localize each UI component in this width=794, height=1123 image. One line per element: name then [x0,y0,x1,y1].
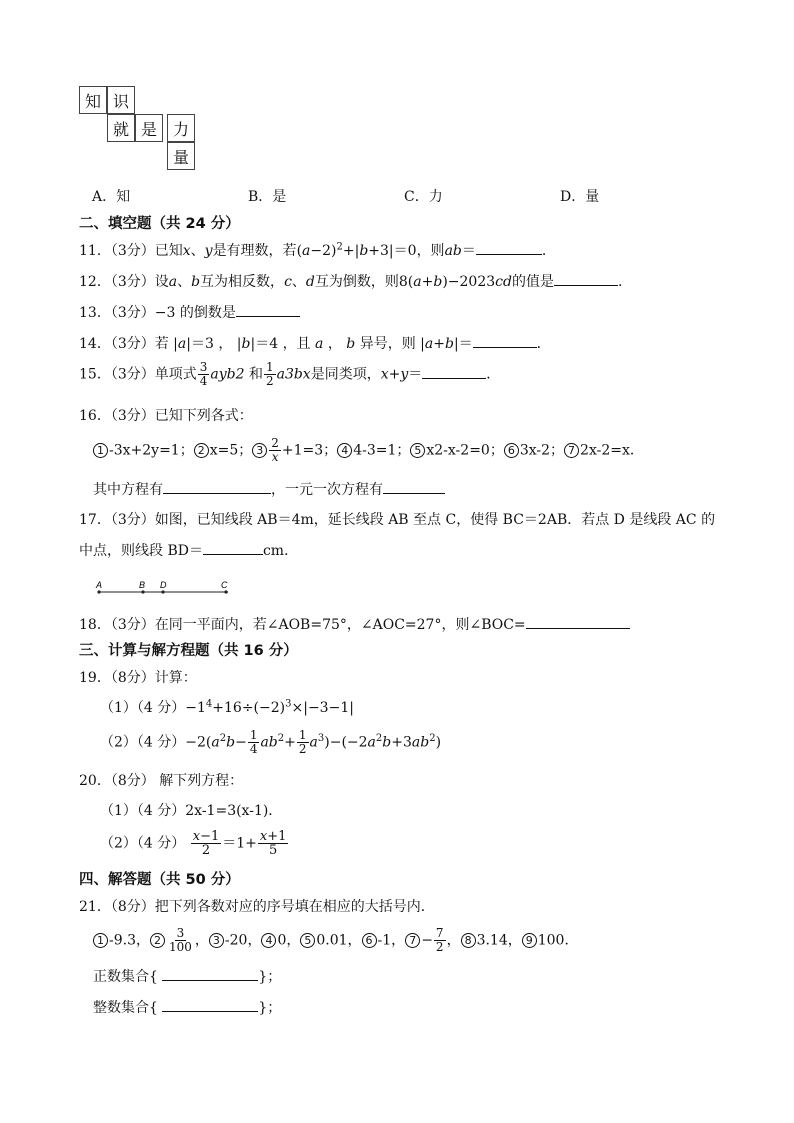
puzzle-cell: 就 [107,114,135,142]
question-text: 计算： [154,670,197,686]
question-text: 14．（3分）若 [79,336,169,352]
equation-item: x2-x-2=0； [426,442,504,459]
set-label: 整数集合{ [93,1000,158,1016]
question-11: 11．（3分）已知x、y是有理数，若$(a-2)^2+|b+3|=0$，则ab＝ . [79,241,547,259]
point-c-label: C [221,580,228,590]
equation-item: x=5； [209,442,253,459]
question-text: 11．（3分）已知 [79,243,183,259]
question-text: 中点，则线段 BD＝ [79,543,203,559]
question-20-part-1: （1）（4 分）2x-1=3(x-1)． [100,803,283,819]
point-b-label: B [139,580,146,590]
question-16-answer-line [93,479,445,499]
option-b: B．是 [248,189,287,205]
puzzle-cell: 力 [167,114,195,142]
question-21-numbers: 1 -9.3， 2 $\frac{3}{100}$ ， 3 -20， 4 0， 5 0.01， 6 -1， 7 − $\frac{7}{2}$ ， 8 3.14， 9 100． [93,927,578,954]
set-close: }； [258,1000,282,1016]
equation-item: 3x-2； [519,442,565,459]
question-text: cm． [262,543,299,559]
puzzle-cell: 识 [107,86,135,114]
equation-item: +1=3； [281,442,338,459]
option-d: D．量 [560,189,600,205]
question-text: 的值是 [511,274,554,290]
question-text: 异号，则 [359,336,416,352]
question-text: 19．（8分） [79,670,155,686]
point-b-dot [141,590,144,593]
part-label: （2）（4 分） [100,835,186,852]
equation-item: 2x-2=x． [580,442,644,459]
set-close: }； [258,969,282,985]
question-12: 12．（3分）设a、b互为相反数，c、d互为倒数，则8(a+b)−2023cd的值是 . [79,271,622,291]
question-19 [79,667,197,687]
question-text: 18．（3分） [79,617,155,633]
question-14: 14．（3分）若 |a|＝3 ， |b|＝4 ，且 a ， b 异号，则 |a+b|＝ ． [79,333,551,353]
section-3-heading: 三、计算与解方程题（共 16 分） [79,643,298,659]
question-17-line-1: 17．（3分）如图，已知线段 AB＝4m，延长线段 AB 至点 C，使得 BC＝2AB．若点 D 是线段 AC 的 [79,512,716,528]
question-text: 12．（3分）设 [79,274,169,290]
question-text: ，则 [416,243,445,259]
question-text: ，一元一次方程有 [271,482,383,498]
point-c-dot [224,590,227,593]
question-21 [79,896,435,916]
set-label: 正数集合{ [93,969,158,985]
question-19-part-2: （2）（4 分）$-2(a^2b-$ $\frac{1}{4}$ $ab^2+$ $\frac{1}{2}$ $a^3)-(-2a^2b+3ab^2)$ [100,728,442,756]
question-19-part-1: （1）（4 分）$-1^4+16\div(-2)^3\times|-3-1|$ [100,698,354,716]
puzzle-cell: 量 [167,142,195,170]
question-17-line-2 [79,540,298,560]
question-text: ＝ [408,366,423,383]
question-text: 把下列各数对应的序号填在相应的大括号内． [154,899,435,915]
option-a: A．知 [92,189,131,205]
positive-set-line [93,966,281,986]
question-20-part-2: （2）（4 分） $\frac{x-1}{2}$ ＝1+ $\frac{x+1}{5}$ [100,829,287,858]
question-text: 其中方程有 [93,482,163,498]
question-15: 15．（3分）单项式 $\frac{3}{4}$ ayb2 和 $\frac{1}{2}$ a3bx是同类项，x+y＝ ． [79,360,501,388]
question-16: 16．（3分）已知下列各式： [79,408,253,424]
option-c: C．力 [404,189,443,205]
question-16-equations: 1 -3x+2y=1； 2 x=5； 3 $\frac{2}{x}$ +1=3； 4 4-3=1； 5 x2-x-2=0； 6 3x-2； 7 2x-2=x． [93,437,644,464]
question-text: 21．（8分） [79,899,155,915]
equation-item: 4-3=1； [353,442,411,459]
point-d-dot [161,590,164,593]
question-13: 13．（3分）−3 的倒数是 [79,302,300,322]
puzzle-cell: 知 [79,86,107,114]
part-label: （2）（4 分） [100,734,186,751]
question-text: ，且 [282,336,311,352]
question-text: 13．（3分） [79,305,155,321]
question-text: 解下列方程： [159,773,244,789]
question-text: 和 [248,366,263,383]
question-text: 互为相反数， [200,274,285,290]
equation-item: -3x+2y=1； [109,442,194,459]
puzzle-cell: 是 [135,114,163,142]
section-2-heading: 二、填空题（共 24 分） [79,216,240,232]
question-text: 是同类项， [310,366,381,383]
question-text: 20．（8分） [79,773,155,789]
point-a-dot [97,590,100,593]
question-20 [79,770,243,790]
part-label: （1）（4 分） [100,700,186,716]
segment-diagram [88,578,248,600]
question-text: 互为倒数，则 [314,274,399,290]
point-a-label: A [96,580,103,590]
question-text: 在同一平面内，若∠AOB=75°，∠AOC=27°，则∠BOC= [154,617,526,633]
integer-set-line [93,997,281,1017]
question-text: 是有理数，若 [212,243,297,259]
question-text: 15．（3分）单项式 [79,366,197,383]
section-4-heading: 四、解答题（共 50 分） [79,872,240,888]
question-18 [79,614,630,634]
point-d-label: D [160,580,167,590]
question-text: 的倒数是 [179,305,236,321]
